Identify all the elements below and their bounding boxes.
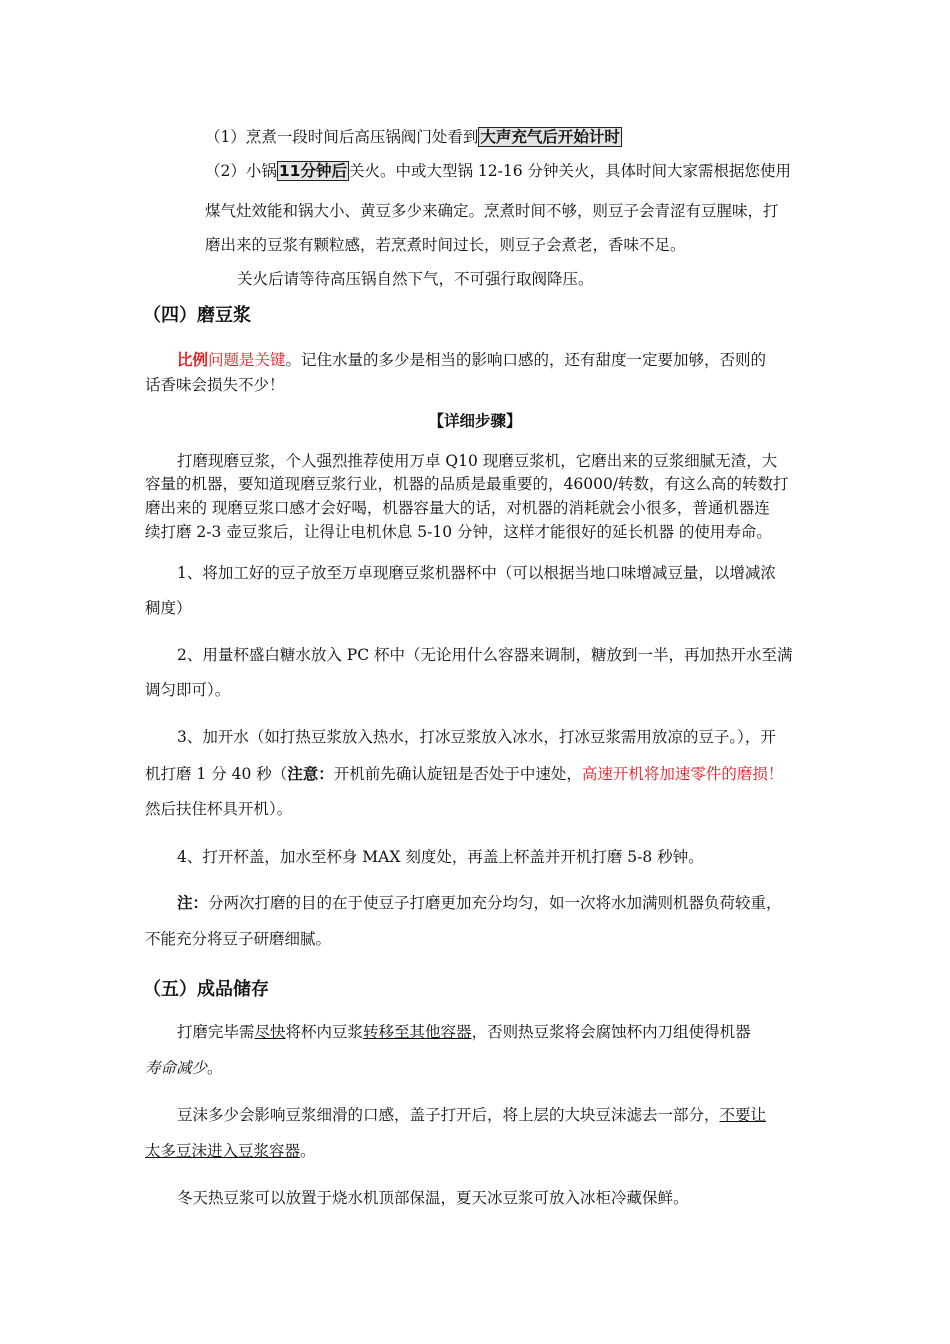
grind-note-line-1: [177, 893, 782, 913]
highlight-box-minutes: 11分钟后: [278, 162, 347, 180]
storage-p1-text-c: ，否则热豆浆将会腐蚀杯内刀组使得机器: [471, 1023, 751, 1041]
grind-note-line-2: 不能充分将豆子研磨细腻。: [145, 930, 332, 948]
intro-red-text: 问题是关键: [208, 351, 286, 369]
step3-attention-label: 注意：: [287, 764, 334, 783]
storage-para-3: 冬天热豆浆可以放置于烧水机顶部保温，夏天冰豆浆可放入冰柜冷藏保鲜。: [177, 1189, 689, 1207]
intro-emphasis: 比例: [177, 350, 209, 369]
cooking-step-2: [205, 161, 791, 181]
para1-line-2: 容量的机器，要知道现磨豆浆行业，机器的品质是最重要的，46000/转数，有这么高的转数打: [145, 475, 789, 493]
section-4-heading: （四）磨豆浆: [143, 305, 251, 326]
storage-para-2-line-2: [145, 1141, 316, 1161]
grind-step-4: 4、打开杯盖，加水至杯身 MAX 刻度处，再盖上杯盖并开机打磨 5-8 秒钟。: [177, 848, 704, 866]
storage-p2-end: 。: [300, 1142, 316, 1160]
cooking-step-2-line-3: 磨出来的豆浆有颗粒感，若烹煮时间过长，则豆子会煮老，香味不足。: [205, 236, 686, 254]
step3-warning-text: 高速开机将加速零件的磨损！: [581, 765, 784, 783]
cooking-step-1: [205, 127, 622, 147]
storage-p2-text: 豆沫多少会影响豆浆细滑的口感，盖子打开后，将上层的大块豆沫滤去一部分，: [177, 1106, 720, 1124]
intro-text: 。记住水量的多少是相当的影响口感的，还有甜度一定要加够，否则的: [285, 351, 767, 369]
storage-p2-underline-a: 不要让: [719, 1106, 767, 1124]
section-5-heading: （五）成品储存: [143, 979, 269, 1000]
cooking-step-2-text: 关火。中或大型锅 12-16 分钟关火，具体时间大家需根据您使用: [348, 162, 791, 180]
storage-p2-underline-b: 太多豆沫进入豆浆容器: [145, 1142, 301, 1160]
step3-check-text: 开机前先确认旋钮是否处于中速处，: [333, 765, 582, 783]
step3-time-text: 机打磨 1 分 40 秒（: [145, 765, 288, 783]
grind-step-1-line-2: 稠度）: [145, 599, 192, 617]
storage-p1-text-b: 将杯内豆浆: [285, 1023, 364, 1041]
storage-para-1-line-1: [177, 1022, 751, 1042]
grind-step-1-line-1: 1、将加工好的豆子放至万卓现磨豆浆机器杯中（可以根据当地口味增减豆量，以增减浓: [177, 564, 776, 582]
highlight-box-timing: 大声充气后开始计时: [480, 128, 620, 146]
storage-p1-text-a: 打磨完毕需: [177, 1023, 255, 1041]
detail-steps-title: 【详细步骤】: [428, 412, 522, 430]
storage-p1-end: 。: [207, 1059, 223, 1077]
section-4-intro-line-2: 话香味会损失不少！: [145, 376, 285, 394]
storage-p1-italic: 寿命减少: [145, 1059, 208, 1077]
grind-step-3-line-2: [145, 764, 783, 784]
cooking-step-2-prefix: （2）小锅: [205, 162, 277, 180]
grind-step-2-line-1: 2、用量杯盛白糖水放入 PC 杯中（无论用什么容器来调制，糖放到一半，再加热开水至满: [177, 646, 793, 664]
storage-para-1-line-2: [145, 1058, 223, 1078]
cooking-step-2-line-2: 煤气灶效能和锅大小、黄豆多少来确定。烹煮时间不够，则豆子会青涩有豆腥味，打: [205, 202, 779, 220]
grind-step-2-line-2: 调匀即可）。: [145, 681, 231, 699]
cooking-note: 关火后请等待高压锅自然下气，不可强行取阀降压。: [237, 270, 594, 288]
cooking-step-1-text: （1）烹煮一段时间后高压锅阀门处看到: [205, 128, 479, 146]
section-4-intro: [177, 350, 766, 370]
grind-note-label: 注：: [177, 893, 209, 912]
storage-p1-underline-quickly: 尽快: [254, 1023, 286, 1041]
grind-step-3-line-1: 3、加开水（如打热豆浆放入热水，打冰豆浆放入冰水，打冰豆浆需用放凉的豆子。），开: [177, 728, 776, 746]
para1-line-1: 打磨现磨豆浆，个人强烈推荐使用万卓 Q10 现磨豆浆机，它磨出来的豆浆细腻无渣，大: [177, 452, 778, 470]
grind-note-text: 分两次打磨的目的在于使豆子打磨更加充分均匀，如一次将水加满则机器负荷较重，: [208, 894, 782, 912]
storage-p1-underline-transfer: 转移至其他容器: [363, 1023, 472, 1041]
para1-line-3: 磨出来的 现磨豆浆口感才会好喝，机器容量大的话，对机器的消耗就会小很多，普通机器连: [145, 499, 770, 517]
para1-line-4: 续打磨 2-3 壶豆浆后，让得让电机休息 5-10 分钟，这样才能很好的延长机器 的使用寿命。: [145, 523, 772, 541]
grind-step-3-line-3: 然后扶住杯具开机）。: [145, 800, 293, 818]
storage-para-2-line-1: [177, 1105, 766, 1125]
